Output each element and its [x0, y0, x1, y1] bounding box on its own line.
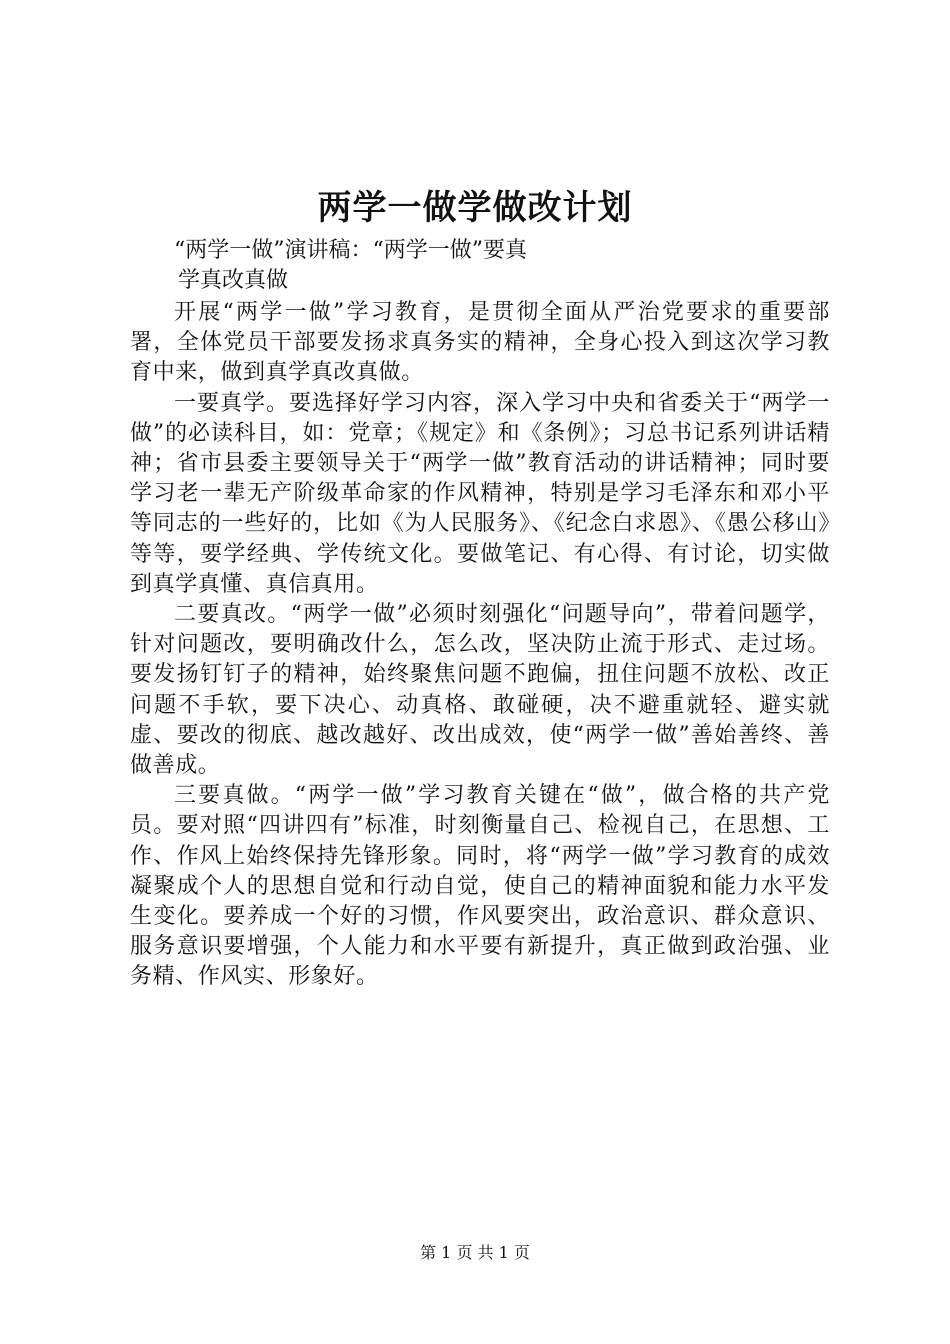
body-paragraph: 二要真改。“两学一做”必须时刻强化“问题导向”，带着问题学，针对问题改，要明确改什么，怎么改，坚决防止流于形式、走过场。要发扬钉钉子的精神，始终聚焦问题不跑偏，扭住问题不放松、改正问题不手软，要下决心、动真格、敢碰硬，决不避重就轻、避实就虚、要改的彻底、越改越好、改出成效，使“两学一做”善始善终、善做善成。 [130, 602, 830, 779]
document-title: 两学一做学做改计划 [317, 188, 633, 228]
document-subtitle [130, 236, 830, 296]
subtitle-line-1: “两学一做”演讲稿：“两学一做”要真 [174, 238, 527, 263]
body-paragraph: 一要真学。要选择好学习内容，深入学习中央和省委关于“两学一做”的必读科目，如：党章；《规定》和《条例》；习总书记系列讲话精神；省市县委主要领导关于“两学一做”教育活动的讲话精神；同时要学习老一辈无产阶级革命家的作风精神，特别是学习毛泽东和邓小平等同志的一些好的，比如《为人民服务》、《纪念白求恩》、《愚公移山》等等，要学经典、学传统文化。要做笔记、有心得、有讨论，切实做到真学真懂、真信真用。 [130, 390, 830, 597]
body-paragraph: 开展“两学一做”学习教育，是贯彻全面从严治党要求的重要部署，全体党员干部要发扬求真务实的精神，全身心投入到这次学习教育中来，做到真学真改真做。 [130, 300, 830, 386]
subtitle-line-2: 学真改真做 [178, 268, 289, 293]
page-footer: 第 1 页 共 1 页 [420, 1243, 530, 1262]
document-body [130, 298, 830, 993]
body-paragraph: 三要真做。“两学一做”学习教育关键在“做”，做合格的共产党员。要对照“四讲四有”标准，时刻衡量自己、检视自己，在思想、工作、作风上始终保持先锋形象。同时，将“两学一做”学习教育的成效凝聚成个人的思想自觉和行动自觉，使自己的精神面貌和能力水平发生变化。要养成一个好的习惯，作风要突出，政治意识、群众意识、服务意识要增强，个人能力和水平要有新提升，真正做到政治强、业务精、作风实、形象好。 [130, 783, 830, 990]
